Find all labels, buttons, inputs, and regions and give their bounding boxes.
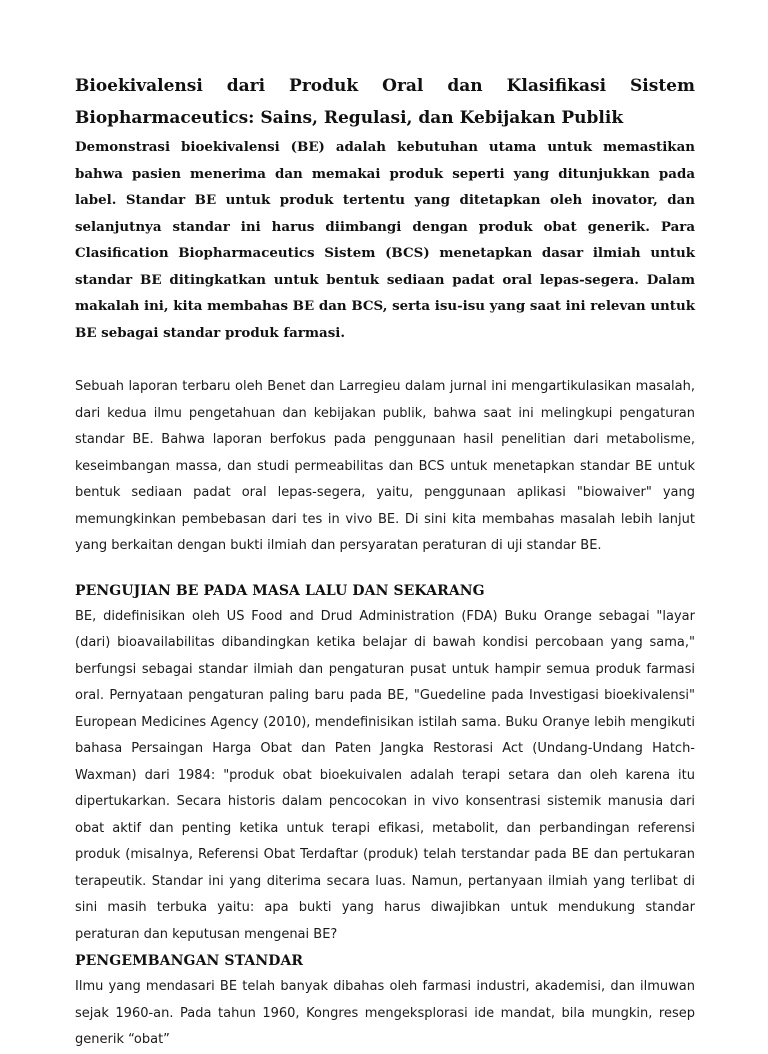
section-heading-standard-development: PENGEMBANGAN STANDAR	[75, 953, 304, 969]
abstract-paragraph: Demonstrasi bioekivalensi (BE) adalah kebutuhan utama untuk memastikan bahwa pasien menerima dan memakai produk seperti yang ditunjukkan pada label. Standar BE untuk produk tertentu yang ditetapkan oleh inovator, dan selanjutnya standar ini harus diimbangi dengan produk obat generik. Para Clasification Biopharmaceutics Sistem (BCS) menetapkan dasar ilmiah untuk standar BE ditingkatkan untuk bentuk sediaan padat oral lepas-segera. Dalam makalah ini, kita membahas BE dan BCS, serta isu-isu yang saat ini relevan untuk BE sebagai standar produk farmasi.	[75, 139, 695, 341]
intro-paragraph: Sebuah laporan terbaru oleh Benet dan Larregieu dalam jurnal ini mengartikulasikan masalah, dari kedua ilmu pengetahuan dan kebijakan publik, bahwa saat ini melingkupi pengaturan standar BE. Bahwa laporan berfokus pada penggunaan hasil penelitian dari metabolisme, keseimbangan massa, dan studi permeabilitas dan BCS untuk menetapkan standar BE untuk bentuk sediaan padat oral lepas-segera, yaitu, penggunaan aplikasi "biowaiver" yang memungkinkan pembebasan dari tes in vivo BE. Di sini kita membahas masalah lebih lanjut yang berkaitan dengan bukti ilmiah dan persyaratan peraturan di uji standar BE.	[75, 379, 695, 553]
title-line-2: Biopharmaceutics: Sains, Regulasi, dan Kebijakan Publik	[75, 108, 624, 128]
section-heading-be-testing: PENGUJIAN BE PADA MASA LALU DAN SEKARANG	[75, 582, 485, 599]
spacer	[75, 560, 695, 578]
document-page	[75, 70, 695, 1054]
section-standard-development-paragraph: Ilmu yang mendasari BE telah banyak dibahas oleh farmasi industri, akademisi, dan ilmuwan sejak 1960-an. Pada tahun 1960, Kongres mengeksplorasi ide mandat, bila mungkin, resep generik “obat”	[75, 979, 695, 1047]
title-line-1: Bioekivalensi dari Produk Oral dan Klasifikasi Sistem	[75, 76, 695, 96]
section-be-testing-paragraph: BE, didefinisikan oleh US Food and Drud Administration (FDA) Buku Orange sebagai "layar (dari) bioavailabilitas dibandingkan ketika belajar di bawah kondisi percobaan yang sama," berfungsi sebagai standar ilmiah dan pengaturan pusat untuk hampir semua produk farmasi oral. Pernyataan pengaturan paling baru pada BE, "Guedeline pada Investigasi bioekivalensi" European Medicines Agency (2010), mendefinisikan istilah sama. Buku Oranye lebih mengikuti bahasa Persaingan Harga Obat dan Paten Jangka Restorasi Act (Undang-Undang Hatch-Waxman) dari 1984: "produk obat bioekuivalen adalah terapi setara dan oleh karena itu dipertukarkan. Secara historis dalam pencocokan in vivo konsentrasi sistemik manusia dari obat aktif dan penting ketika untuk terapi efikasi, metabolit, dan perbandingan referensi produk (misalnya, Referensi Obat Terdaftar (produk) telah terstandar pada BE dan pertukaran terapeutik. Standar ini yang diterima secara luas. Namun, pertanyaan ilmiah yang terlibat di sini masih terbuka yaitu: apa bukti yang harus diwajibkan untuk mendukung standar peraturan dan keputusan mengenai BE?	[75, 608, 695, 942]
document-title	[75, 70, 695, 134]
spacer	[75, 346, 695, 374]
